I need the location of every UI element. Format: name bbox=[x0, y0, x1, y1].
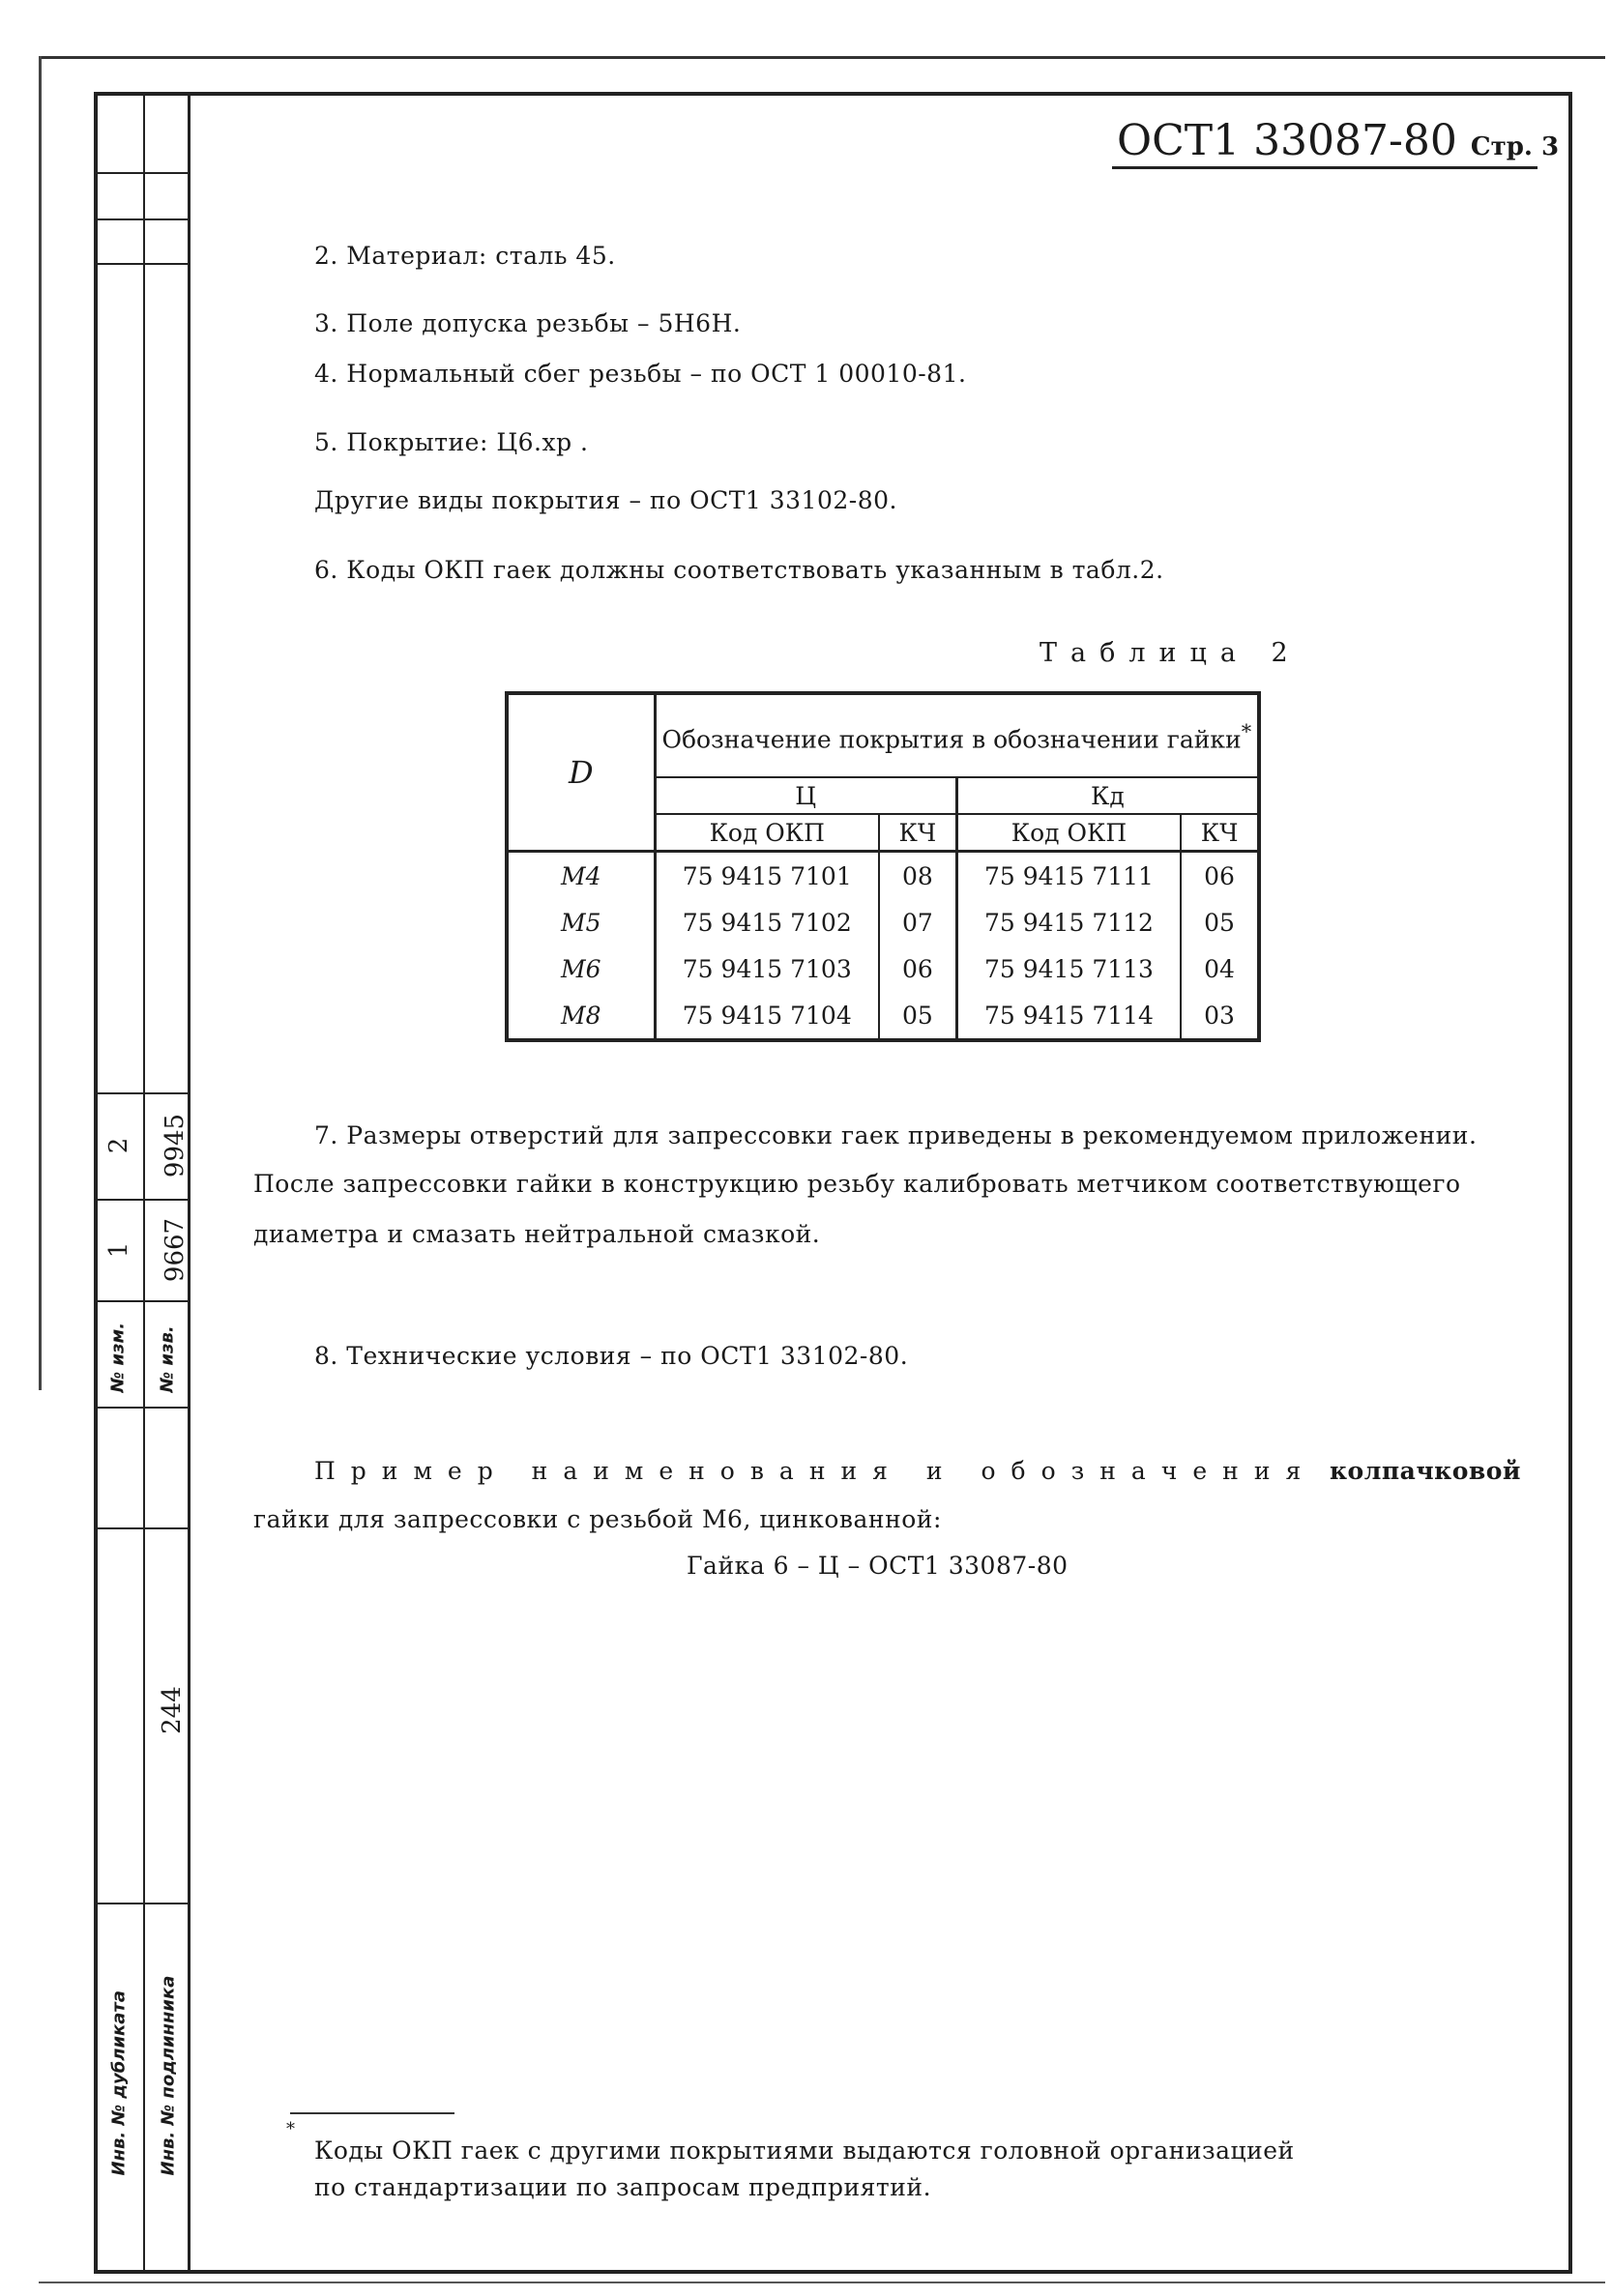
side-strip bbox=[94, 92, 190, 2274]
cell-okp-kd: 75 9415 7111 bbox=[956, 852, 1181, 900]
item-press-holes: 7. Размеры отверстий для запрессовки гаек приведены в рекомендуемом приложении. bbox=[314, 1121, 1478, 1149]
footnote-mark: * bbox=[1241, 719, 1252, 743]
group-header bbox=[655, 693, 1259, 777]
standard-number: ОСТ1 33087-80 bbox=[1117, 116, 1457, 165]
strip-line bbox=[94, 1527, 190, 1529]
item-coating: 5. Покрытие: Ц6.хр . bbox=[314, 428, 589, 456]
strip-line bbox=[94, 1300, 190, 1302]
footnote-separator bbox=[290, 2112, 454, 2114]
group-header-text: Обозначение покрытия в обозначении гайки bbox=[661, 725, 1242, 754]
item-thread-runout: 4. Нормальный сбег резьбы – по ОСТ 1 00010-81. bbox=[314, 360, 967, 388]
strip-line bbox=[94, 1407, 190, 1409]
okp-table bbox=[505, 691, 1261, 1042]
cell-kch-kd: 03 bbox=[1181, 992, 1259, 1040]
strip-label-inv-dubl: Инв. № дубликата bbox=[108, 1991, 130, 2176]
strip-label-izv: № изв. bbox=[157, 1325, 178, 1393]
cell-kch-kd: 06 bbox=[1181, 852, 1259, 900]
cell-kch-kd: 04 bbox=[1181, 945, 1259, 992]
column-header-kch-kd: КЧ bbox=[1181, 814, 1259, 852]
example-lead: Пример наименования и обозначения bbox=[314, 1457, 1317, 1485]
example-designation: Гайка 6 – Ц – ОСТ1 33087-80 bbox=[687, 1552, 1069, 1580]
cell-kch-kd: 05 bbox=[1181, 899, 1259, 945]
strip-label-inv-podl: Инв. № подлинника bbox=[158, 1975, 179, 2176]
strip-line bbox=[94, 1903, 190, 1904]
table-row bbox=[507, 852, 1259, 900]
item-okp-codes: 6. Коды ОКП гаек должны соответствовать указанным в табл.2. bbox=[314, 556, 1164, 584]
strip-line bbox=[94, 172, 190, 174]
subheader-ts: Ц bbox=[655, 777, 956, 814]
strip-line bbox=[94, 1092, 190, 1094]
page-edge-bottom bbox=[39, 2281, 1605, 2283]
column-header-kch-ts: КЧ bbox=[879, 814, 956, 852]
cell-d: M4 bbox=[507, 852, 655, 900]
strip-line bbox=[94, 263, 190, 265]
side-strip-divider bbox=[143, 92, 145, 2274]
table-row bbox=[507, 899, 1259, 945]
page-header bbox=[1117, 116, 1559, 165]
footnote-star: * bbox=[286, 2119, 295, 2139]
item-press-holes-cont-1: После запрессовки гайки в конструкцию резьбу калибровать метчиком соответствующего bbox=[253, 1170, 1461, 1198]
cell-okp-kd: 75 9415 7114 bbox=[956, 992, 1181, 1040]
column-header-okp-kd: Код ОКП bbox=[956, 814, 1181, 852]
cell-kch-ts: 06 bbox=[879, 945, 956, 992]
strip-izv-2: 9945 bbox=[161, 1113, 190, 1178]
strip-line bbox=[94, 1199, 190, 1201]
item-other-coatings: Другие виды покрытия – по ОСТ1 33102-80. bbox=[314, 486, 897, 514]
table-row bbox=[507, 945, 1259, 992]
cell-kch-ts: 08 bbox=[879, 852, 956, 900]
header-underline bbox=[1112, 166, 1538, 169]
cell-d: M5 bbox=[507, 899, 655, 945]
strip-label-izm: № изм. bbox=[107, 1322, 129, 1393]
table-row bbox=[507, 992, 1259, 1040]
item-material: 2. Материал: сталь 45. bbox=[314, 242, 616, 270]
strip-line bbox=[94, 218, 190, 220]
strip-inv-podl-value: 244 bbox=[158, 1686, 187, 1734]
cell-okp-ts: 75 9415 7102 bbox=[655, 899, 879, 945]
strip-izm-1: 1 bbox=[104, 1241, 133, 1259]
cell-d: M6 bbox=[507, 945, 655, 992]
strip-izv-1: 9667 bbox=[161, 1217, 190, 1283]
page-edge-left bbox=[39, 56, 42, 1390]
example-lead-tail: колпачковой bbox=[1330, 1457, 1521, 1485]
page-number: Стр. 3 bbox=[1470, 132, 1560, 161]
column-header-okp-ts: Код ОКП bbox=[655, 814, 879, 852]
cell-okp-kd: 75 9415 7113 bbox=[956, 945, 1181, 992]
cell-okp-ts: 75 9415 7103 bbox=[655, 945, 879, 992]
cell-okp-ts: 75 9415 7101 bbox=[655, 852, 879, 900]
example-description: гайки для запрессовки с резьбой М6, цинкованной: bbox=[253, 1505, 942, 1533]
cell-okp-kd: 75 9415 7112 bbox=[956, 899, 1181, 945]
cell-kch-ts: 05 bbox=[879, 992, 956, 1040]
cell-kch-ts: 07 bbox=[879, 899, 956, 945]
item-press-holes-cont-2: диаметра и смазать нейтральной смазкой. bbox=[253, 1220, 821, 1248]
cell-d: M8 bbox=[507, 992, 655, 1040]
table-caption: Таблица 2 bbox=[1040, 638, 1302, 668]
column-header-d: D bbox=[507, 693, 655, 852]
strip-izm-2: 2 bbox=[104, 1137, 133, 1154]
footnote-line-2: по стандартизации по запросам предприятий. bbox=[314, 2173, 932, 2201]
item-tech-conditions: 8. Технические условия – по ОСТ1 33102-80. bbox=[314, 1342, 909, 1370]
item-tolerance: 3. Поле допуска резьбы – 5Н6Н. bbox=[314, 309, 742, 337]
cell-okp-ts: 75 9415 7104 bbox=[655, 992, 879, 1040]
page-edge-top bbox=[39, 56, 1605, 59]
footnote-line-1: Коды ОКП гаек с другими покрытиями выдаются головной организацией bbox=[314, 2136, 1295, 2165]
subheader-kd: Кд bbox=[956, 777, 1259, 814]
